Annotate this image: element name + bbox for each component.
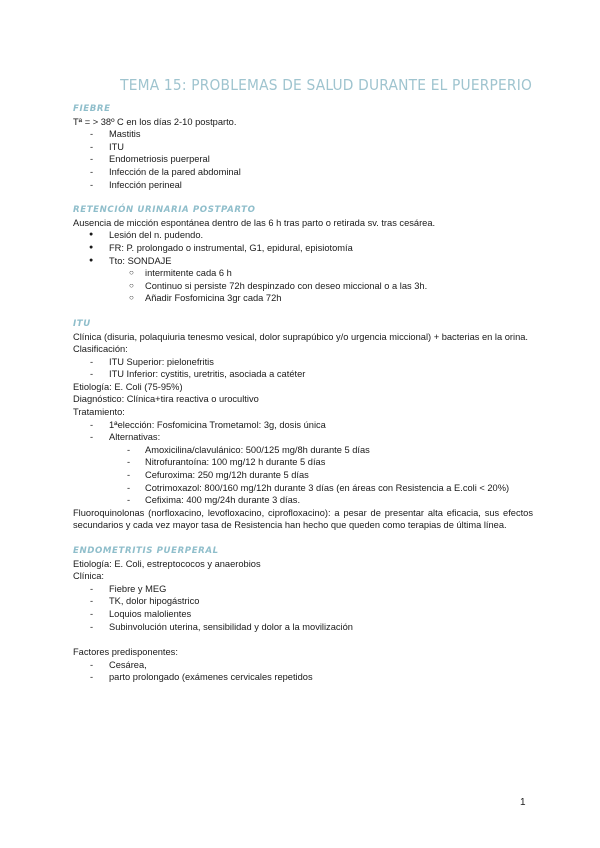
list-item: - Loquios malolientes — [73, 608, 533, 621]
heading-endometritis: ENDOMETRITIS PUERPERAL — [73, 546, 219, 556]
list-item: ○ Añadir Fosfomicina 3gr cada 72h — [73, 292, 533, 305]
endometritis-factores-list — [73, 659, 533, 684]
endometritis-clinica-list — [73, 583, 533, 633]
list-item: - ITU Superior: pielonefritis — [73, 356, 533, 369]
list-item: - Nitrofurantoína: 100 mg/12 h durante 5 días — [73, 456, 533, 469]
itu-clinica: Clínica (disuria, polaquiuria tenesmo vesical, dolor suprapúbico y/o urgencia miccional) + bacterias en la orina. — [73, 331, 529, 342]
list-item: ● Lesión del n. pudendo. — [73, 229, 533, 242]
list-item: - ITU Inferior: cystitis, uretritis, asociada a catéter — [73, 368, 533, 381]
document-body — [73, 103, 533, 684]
list-item: - TK, dolor hipogástrico — [73, 595, 533, 608]
fiebre-list — [73, 128, 533, 191]
itu-clasificacion-list — [73, 356, 533, 381]
list-item: - Cefuroxima: 250 mg/12h durante 5 días — [73, 469, 533, 482]
heading-fiebre: FIEBRE — [73, 104, 111, 114]
page-number: 1 — [520, 797, 526, 808]
endometritis-etiologia: Etiología: E. Coli, estreptococos y anaerobios — [73, 558, 261, 569]
retencion-intro: Ausencia de micción espontánea dentro de las 6 h tras parto o retirada sv. tras cesárea. — [73, 217, 436, 228]
list-item: - parto prolongado (exámenes cervicales repetidos — [73, 671, 533, 684]
endometritis-factores-label: Factores predisponentes: — [73, 647, 178, 658]
list-item: - Endometriosis puerperal — [73, 153, 533, 166]
itu-tratamiento-list — [73, 419, 533, 444]
heading-retencion: RETENCIÓN URINARIA POSTPARTO — [73, 205, 256, 216]
list-item: - Amoxicilina/clavulánico: 500/125 mg/8h durante 5 días — [73, 444, 533, 457]
heading-itu: ITU — [73, 318, 91, 329]
itu-fluoroquinolonas: Fluoroquinolonas (norfloxacino, levofloxacino, ciprofloxacino): a pesar de presentar alta eficacia, sus efectos secundarios y cada vez mayor tasa de Resistencia han hecho que queden como terapias de última línea. — [73, 507, 533, 531]
list-item: - Mastitis — [73, 128, 533, 141]
list-item: ● Tto: SONDAJE — [73, 255, 533, 268]
list-item: - ITU — [73, 141, 533, 154]
list-item: - Alternativas: — [73, 431, 533, 444]
list-item: ○ Continuo si persiste 72h despinzado con deseo miccional o a las 3h. — [73, 280, 533, 293]
fiebre-intro: Tª = > 38º C en los días 2-10 postparto. — [73, 116, 237, 127]
list-item: - Cotrimoxazol: 800/160 mg/12h durante 3 días (en áreas con Resistencia a E.coli < 20%) — [73, 482, 533, 495]
list-item: - Infección de la pared abdominal — [73, 166, 533, 179]
list-item: - Infección perineal — [73, 179, 533, 192]
endometritis-clinica-label: Clínica: — [73, 571, 105, 582]
page-title: TEMA 15: PROBLEMAS DE SALUD DURANTE EL PUERPERIO — [120, 76, 532, 94]
itu-diagnostico: Diagnóstico: Clínica+tira reactiva o urocultivo — [73, 394, 259, 405]
itu-etiologia: Etiología: E. Coli (75-95%) — [73, 381, 183, 392]
list-item: - Fiebre y MEG — [73, 583, 533, 596]
list-item: - 1ªelección: Fosfomicina Trometamol: 3g, dosis única — [73, 419, 533, 432]
retencion-sublist — [73, 267, 533, 305]
itu-clasificacion-label: Clasificación: — [73, 344, 128, 355]
retencion-list — [73, 229, 533, 267]
list-item: - Cesárea, — [73, 659, 533, 672]
list-item: - Subinvolución uterina, sensibilidad y dolor a la movilización — [73, 621, 533, 634]
list-item: - Cefixima: 400 mg/24h durante 3 días. — [73, 494, 533, 507]
itu-alternativas-list — [73, 444, 533, 507]
list-item: ● FR: P. prolongado o instrumental, G1, epidural, episiotomía — [73, 242, 533, 255]
itu-tratamiento-label: Tratamiento: — [73, 407, 125, 418]
list-item: ○ intermitente cada 6 h — [73, 267, 533, 280]
